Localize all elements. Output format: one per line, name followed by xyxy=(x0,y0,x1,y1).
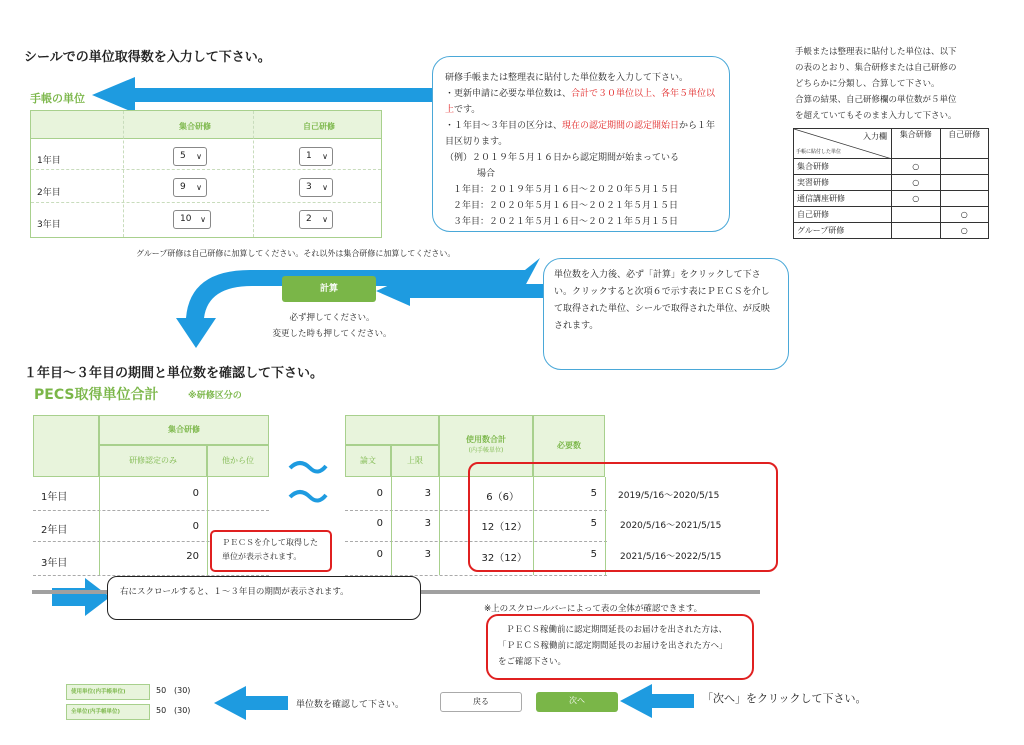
cell-cert: 0 xyxy=(192,488,199,499)
unit-table-footnote: グループ研修は自己研修に加算してください。それ以外は集合研修に加算してください。 xyxy=(136,249,456,258)
classification-table: 入力欄 手帳に貼付した単位 集合研修 自己研修 集合研修 ○ 実習研修 ○ 通信講座研修 ○ 自己研修 ○ グループ研修 ○ xyxy=(793,128,989,239)
cell-cert: 0 xyxy=(192,521,199,532)
pecs-note-box: ＰＥＣＳを介して取得した単位が表示されます。 xyxy=(210,530,332,572)
pecs-note-truncated: ※研修区分の xyxy=(188,391,242,401)
instruction-callout: 研修手帳または整理表に貼付した単位数を入力して下さい。 ・更新申請に必要な単位数は、合計で３０単位以上、各年５単位以上です。 ・１年目～３年目の区分は、現在の認定期間の認定開始日から１年目区切ります。 （例）２０１９年５月１６日から認定期間が始まっている 場合 １年目：２０１９年５月１６日～２０２０年５月１５日 ２年目：２０２０年５月１６日～２０２１年５月１５日 ３年目：２０２１年５月１６日～２０２１年５月１５日 xyxy=(432,56,730,232)
summary-total-label: 全単位(内手帳単位) xyxy=(66,704,150,720)
cell-used: 6（6） xyxy=(486,492,519,503)
cell-required: 5 xyxy=(590,549,597,560)
cell-used: 12（12） xyxy=(481,522,527,533)
classification-note: 手帳または整理表に貼付した単位は、以下 の表のとおり、集合研修または自己研修の どちらかに分類し、合算して下さい。 合算の結果、自己研修欄の単位数が５単位 を超えていてもそのまま入力して下さい。 xyxy=(795,47,957,121)
extension-note-box: ＰＥＣＳ稼働前に認定期間延長のお届けを出された方は、 「ＰＥＣＳ稼働前に認定期間延長のお届けを出された方へ」 をご確認下さい。 xyxy=(486,614,754,680)
cell-required: 5 xyxy=(590,488,597,499)
cell-paper: 0 xyxy=(376,488,383,499)
col-self-training: 自己研修 xyxy=(303,122,335,131)
highlight-box xyxy=(468,462,778,572)
summary-total-value: 50 xyxy=(156,706,167,715)
arrow-left-icon xyxy=(620,684,694,718)
chevron-down-icon: ∨ xyxy=(322,183,328,192)
chevron-down-icon: ∨ xyxy=(322,152,328,161)
row-label-year3: 3年目 xyxy=(41,558,68,569)
row-label-year1: 1年目 xyxy=(37,156,61,166)
row-label-year1: 1年目 xyxy=(41,492,68,503)
col-group-training: 集合研修 xyxy=(99,415,269,445)
cell-cert: 20 xyxy=(186,551,199,562)
select-year3-group[interactable]: 10 ∨ xyxy=(173,210,211,229)
back-button[interactable]: 戻る xyxy=(440,692,522,712)
chevron-down-icon: ∨ xyxy=(196,152,202,161)
chevron-down-icon: ∨ xyxy=(200,215,206,224)
row-label-year2: 2年目 xyxy=(41,525,68,536)
summary-used-paren: (30) xyxy=(174,686,191,695)
cell-used: 32（12） xyxy=(481,553,527,564)
summary-panel xyxy=(66,684,204,720)
heading-period-confirm: １年目～３年目の期間と単位数を確認して下さい。 xyxy=(24,366,324,381)
select-year1-self[interactable]: 1 ∨ xyxy=(299,147,333,166)
col-other: 他から位 xyxy=(207,445,269,477)
scrollbar-note: ※上のスクロールバーによって表の全体が確認できます。 xyxy=(484,604,703,614)
period-year2: 2020/5/16～2021/5/15 xyxy=(620,521,722,531)
cell-limit: 3 xyxy=(424,518,431,529)
col-limit: 上限 xyxy=(391,445,439,477)
next-button[interactable]: 次へ xyxy=(536,692,618,712)
calc-note: 必ず押してください。 変更した時も押してください。 xyxy=(272,313,392,339)
arrow-left-icon xyxy=(214,686,288,720)
chevron-down-icon: ∨ xyxy=(322,215,328,224)
col-required: 必要数 xyxy=(533,415,605,477)
unit-table-header xyxy=(31,111,381,139)
unit-input-table xyxy=(30,110,382,238)
summary-total-paren: (30) xyxy=(174,706,191,715)
col-used-total: 使用数合計 (内手帳単位) xyxy=(439,415,533,477)
row-label-year3: 3年目 xyxy=(37,220,61,230)
period-year3: 2021/5/16～2022/5/15 xyxy=(620,552,722,562)
calculate-button[interactable]: 計算 xyxy=(282,276,376,302)
cell-paper: 0 xyxy=(376,549,383,560)
heading-techo-units: 手帳の単位 xyxy=(30,92,85,105)
cell-required: 5 xyxy=(590,518,597,529)
chevron-down-icon: ∨ xyxy=(196,183,202,192)
scroll-note: 右にスクロールすると、１～３年目の期間が表示されます。 xyxy=(107,576,421,620)
period-year1: 2019/5/16～2020/5/15 xyxy=(618,491,720,501)
select-year2-self[interactable]: 3 ∨ xyxy=(299,178,333,197)
select-year1-group[interactable]: 5 ∨ xyxy=(173,147,207,166)
select-year2-group[interactable]: 9 ∨ xyxy=(173,178,207,197)
arrow-left-icon xyxy=(92,77,436,113)
col-cert-only: 研修認定のみ xyxy=(99,445,207,477)
click-next-note: 「次へ」をクリックして下さい。 xyxy=(702,692,867,705)
arrow-right-icon xyxy=(52,578,110,616)
confirm-units-note: 単位数を確認して下さい。 xyxy=(296,700,405,710)
col-paper: 論文 xyxy=(345,445,391,477)
summary-used-label: 使用単位(内手帳単位) xyxy=(66,684,150,700)
heading-pecs-total: PECS取得単位合計 xyxy=(34,387,159,403)
col-group-training: 集合研修 xyxy=(179,122,211,131)
cell-paper: 0 xyxy=(376,518,383,529)
cell-limit: 3 xyxy=(424,488,431,499)
calc-callout: 単位数を入力後、必ず「計算」をクリックして下さい。クリックすると次項６で示す表にＰＥＣＳを介して取得された単位、シールで取得された単位、が反映されます。 xyxy=(543,258,789,370)
cell-limit: 3 xyxy=(424,549,431,560)
row-label-year2: 2年目 xyxy=(37,188,61,198)
select-year3-self[interactable]: 2 ∨ xyxy=(299,210,333,229)
summary-used-value: 50 xyxy=(156,686,167,695)
heading-seal-input: シールでの単位取得数を入力して下さい。 xyxy=(24,50,271,65)
